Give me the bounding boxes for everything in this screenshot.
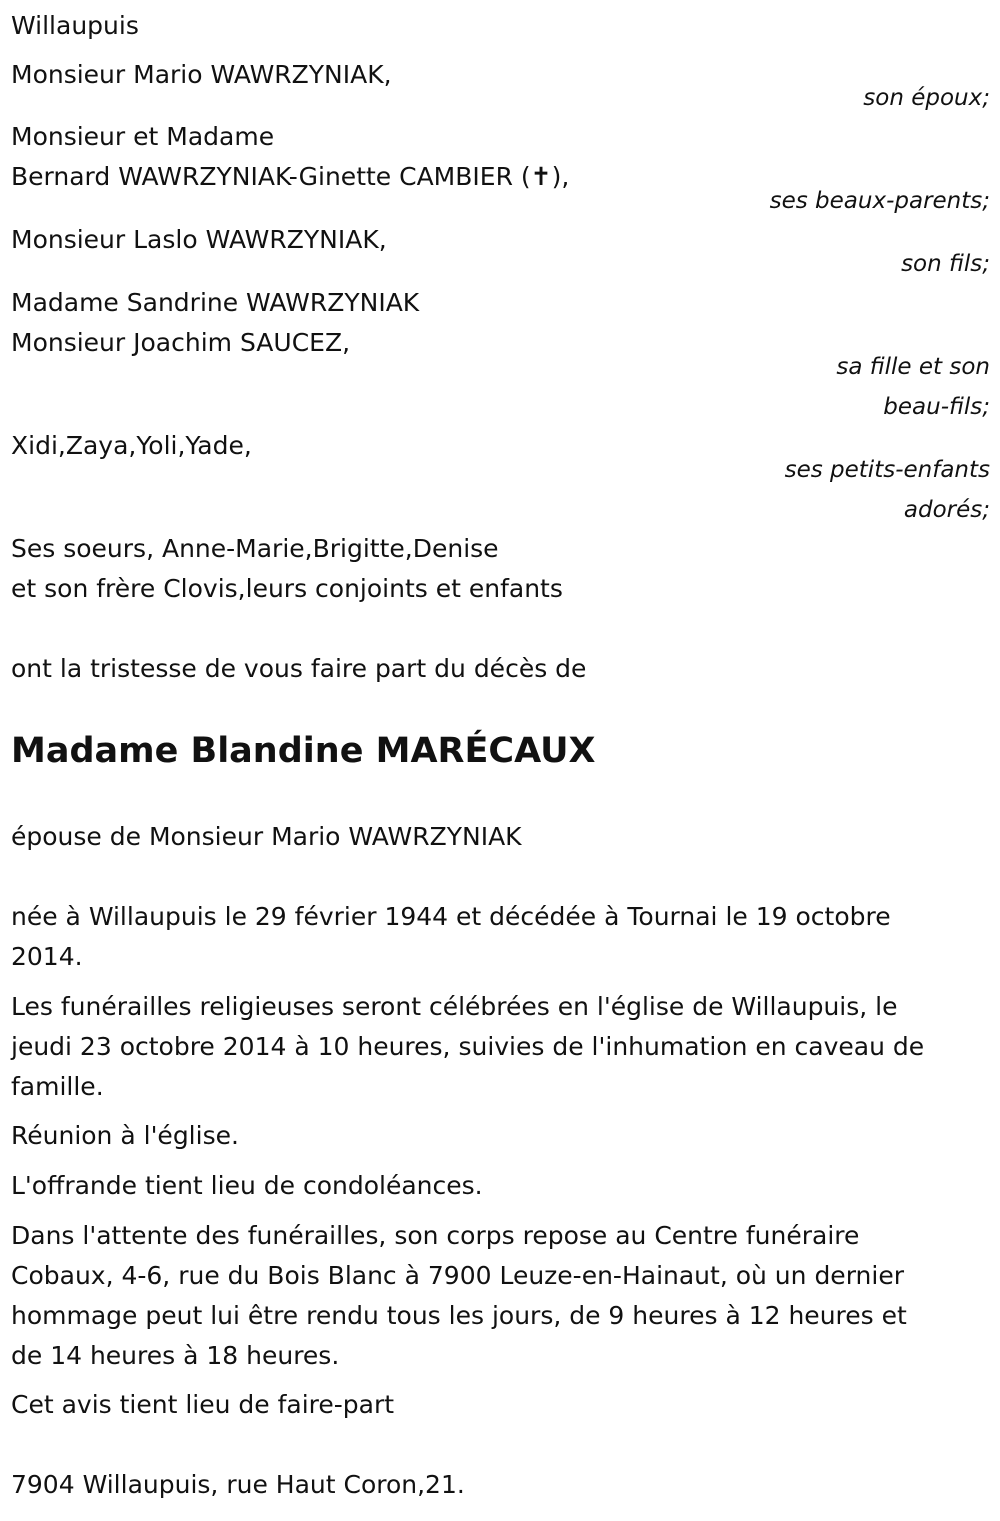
deceased-name: Madame Blandine MARÉCAUX (11, 731, 596, 771)
funeral-line-1: Les funérailles religieuses seront célébrées en l'église de Willaupuis, le (11, 992, 898, 1021)
funeral-line-3: famille. (11, 1072, 104, 1101)
viewing-line-2: Cobaux, 4-6, rue du Bois Blanc à 7900 Leuze-en-Hainaut, où un dernier (11, 1261, 904, 1290)
siblings-line-2: et son frère Clovis,leurs conjoints et enfants (11, 574, 563, 603)
notice-line: Cet avis tient lieu de faire-part (11, 1390, 395, 1419)
siblings-line-1: Ses soeurs, Anne-Marie,Brigitte,Denise (11, 534, 499, 563)
relation-daughter-2: beau-fils; (883, 394, 990, 420)
relation-grandchildren-1: ses petits-enfants (784, 457, 990, 483)
birth-death-line-1: née à Willaupuis le 29 février 1944 et décédée à Tournai le 19 octobre (11, 902, 891, 931)
family-name-parents-in-law-1: Monsieur et Madame (11, 122, 275, 151)
funeral-line-2: jeudi 23 octobre 2014 à 10 heures, suivies de l'inhumation en caveau de (11, 1032, 925, 1061)
viewing-line-3: hommage peut lui être rendu tous les jours, de 9 heures à 12 heures et (11, 1301, 907, 1330)
relation-daughter-1: sa fille et son (836, 354, 990, 380)
family-name-parents-in-law-2: Bernard WAWRZYNIAK-Ginette CAMBIER (✝), (11, 162, 570, 191)
relation-husband: son époux; (863, 85, 990, 111)
viewing-line-1: Dans l'attente des funérailles, son corps repose au Centre funéraire (11, 1221, 860, 1250)
announcement: ont la tristesse de vous faire part du décès de (11, 654, 587, 683)
address-line: 7904 Willaupuis, rue Haut Coron,21. (11, 1470, 465, 1499)
spouse-line: épouse de Monsieur Mario WAWRZYNIAK (11, 822, 522, 851)
family-name-grandchildren: Xidi,Zaya,Yoli,Yade, (11, 431, 252, 460)
meeting-line: Réunion à l'église. (11, 1121, 239, 1150)
relation-parents-in-law: ses beaux-parents; (769, 188, 990, 214)
relation-son: son fils; (901, 251, 990, 277)
family-name-son-in-law: Monsieur Joachim SAUCEZ, (11, 328, 351, 357)
birth-death-line-2: 2014. (11, 942, 83, 971)
family-name-husband: Monsieur Mario WAWRZYNIAK, (11, 60, 392, 89)
location-heading: Willaupuis (11, 11, 139, 40)
offering-line: L'offrande tient lieu de condoléances. (11, 1171, 483, 1200)
family-name-son: Monsieur Laslo WAWRZYNIAK, (11, 225, 387, 254)
relation-grandchildren-2: adorés; (903, 497, 990, 523)
viewing-line-4: de 14 heures à 18 heures. (11, 1341, 340, 1370)
family-name-daughter: Madame Sandrine WAWRZYNIAK (11, 288, 420, 317)
